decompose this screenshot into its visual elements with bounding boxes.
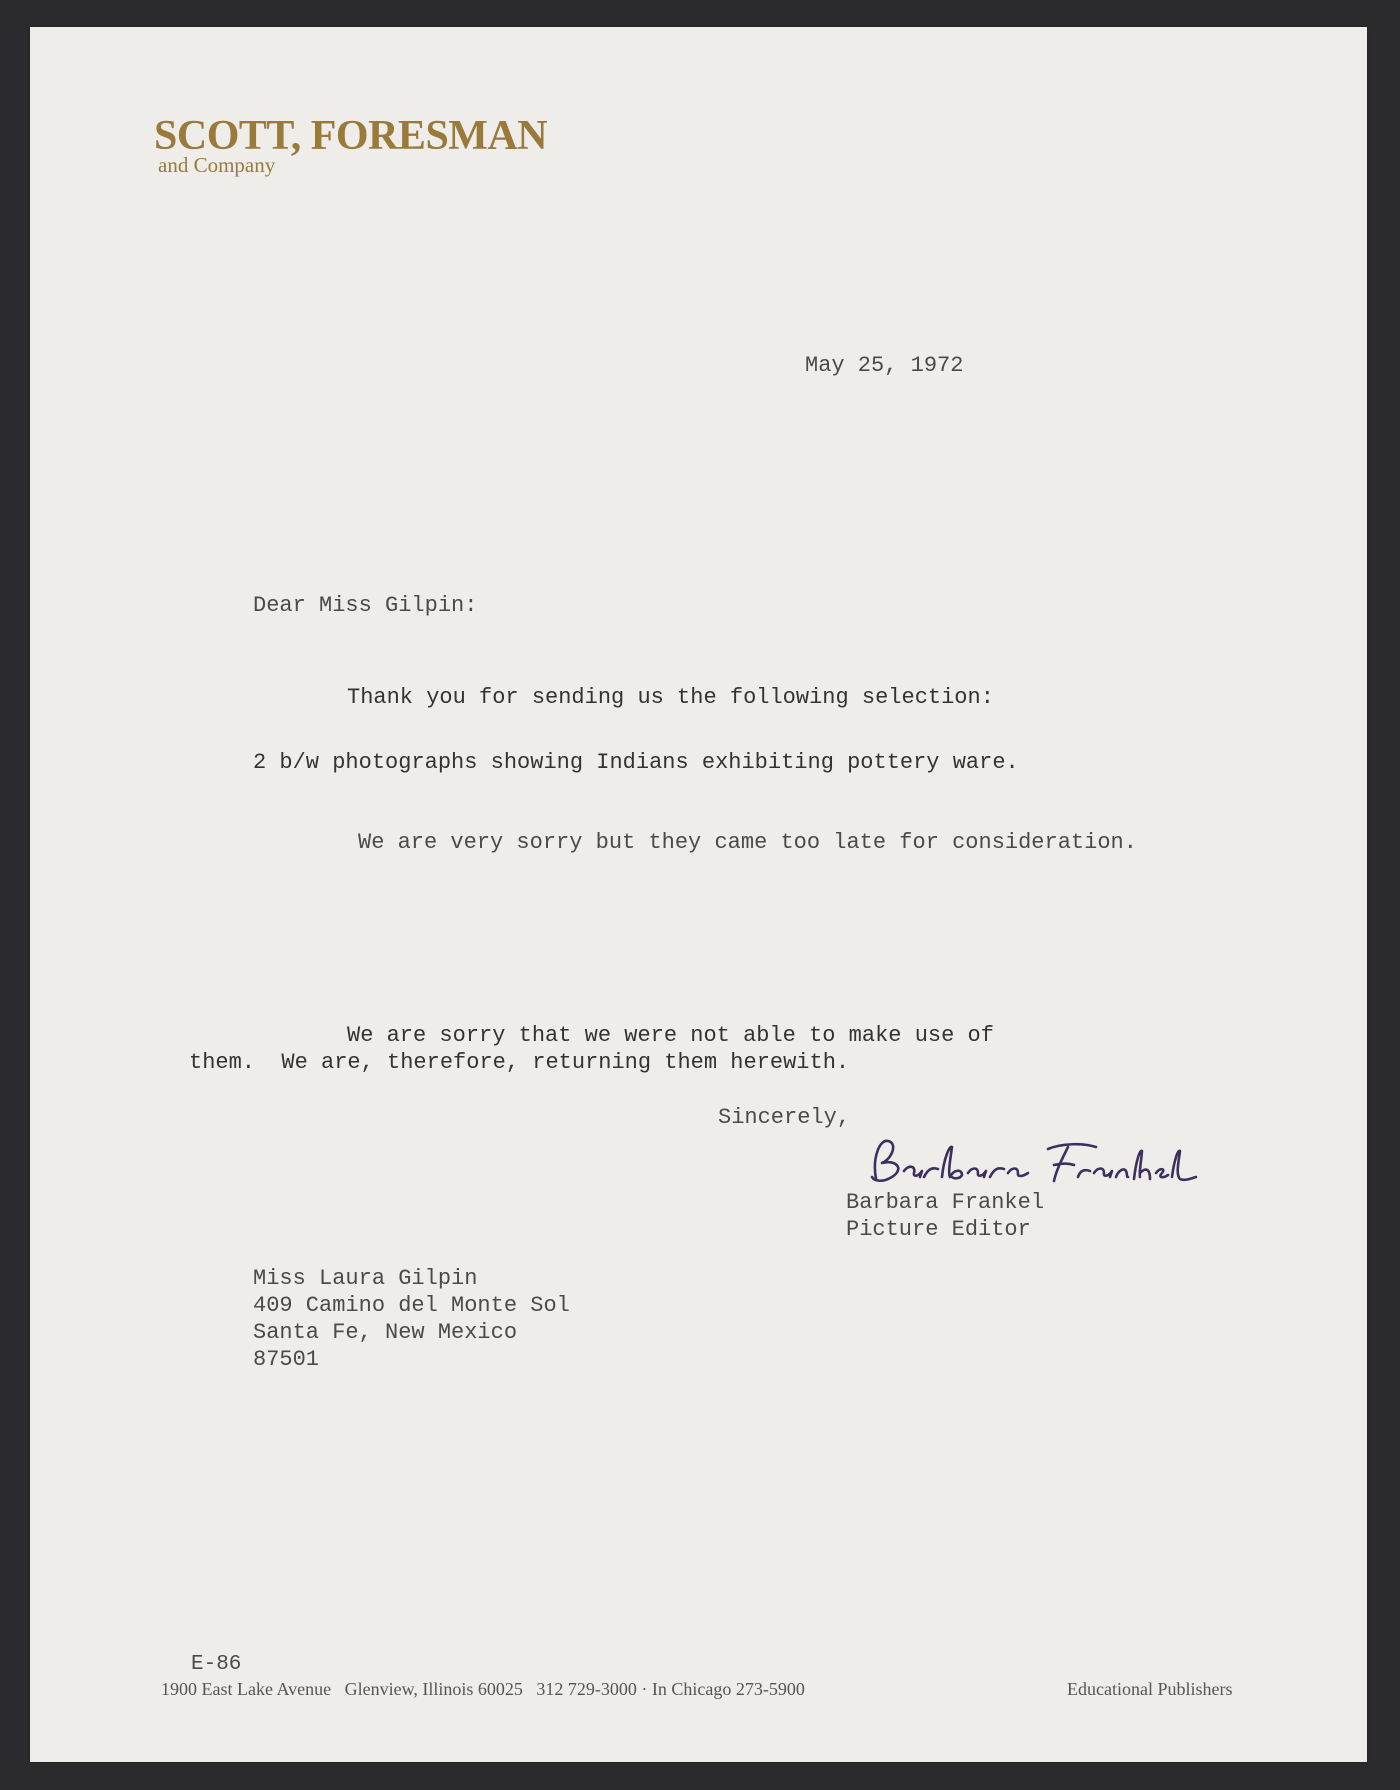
paragraph-2: We are very sorry but they came too late for consideration.: [358, 830, 1137, 855]
paragraph-3-line-1: We are sorry that we were not able to make use of: [347, 1023, 994, 1048]
form-code: E-86: [191, 1653, 242, 1676]
paragraph-3-line-2: them. We are, therefore, returning them herewith.: [189, 1050, 850, 1075]
company-name: SCOTT, FORESMAN: [154, 113, 548, 159]
recipient-name: Miss Laura Gilpin: [253, 1266, 478, 1291]
letter-date: May 25, 1972: [805, 353, 964, 378]
footer-tagline: Educational Publishers: [1067, 1679, 1233, 1699]
signer-title: Picture Editor: [846, 1217, 1031, 1242]
recipient-street: 409 Camino del Monte Sol: [253, 1293, 570, 1318]
signer-name: Barbara Frankel: [846, 1190, 1045, 1215]
closing: Sincerely,: [718, 1105, 851, 1130]
company-subtitle: and Company: [158, 153, 276, 177]
paragraph-1: Thank you for sending us the following selection:: [347, 685, 994, 710]
salutation: Dear Miss Gilpin:: [253, 593, 478, 618]
letter-sheet: [30, 27, 1367, 1762]
selection-item: 2 b/w photographs showing Indians exhibiting pottery ware.: [253, 750, 1019, 775]
recipient-city: Santa Fe, New Mexico: [253, 1320, 518, 1345]
recipient-zip: 87501: [253, 1347, 320, 1372]
footer-address: 1900 East Lake Avenue Glenview, Illinois 60025 312 729-3000 · In Chicago 273-5900: [161, 1679, 805, 1699]
